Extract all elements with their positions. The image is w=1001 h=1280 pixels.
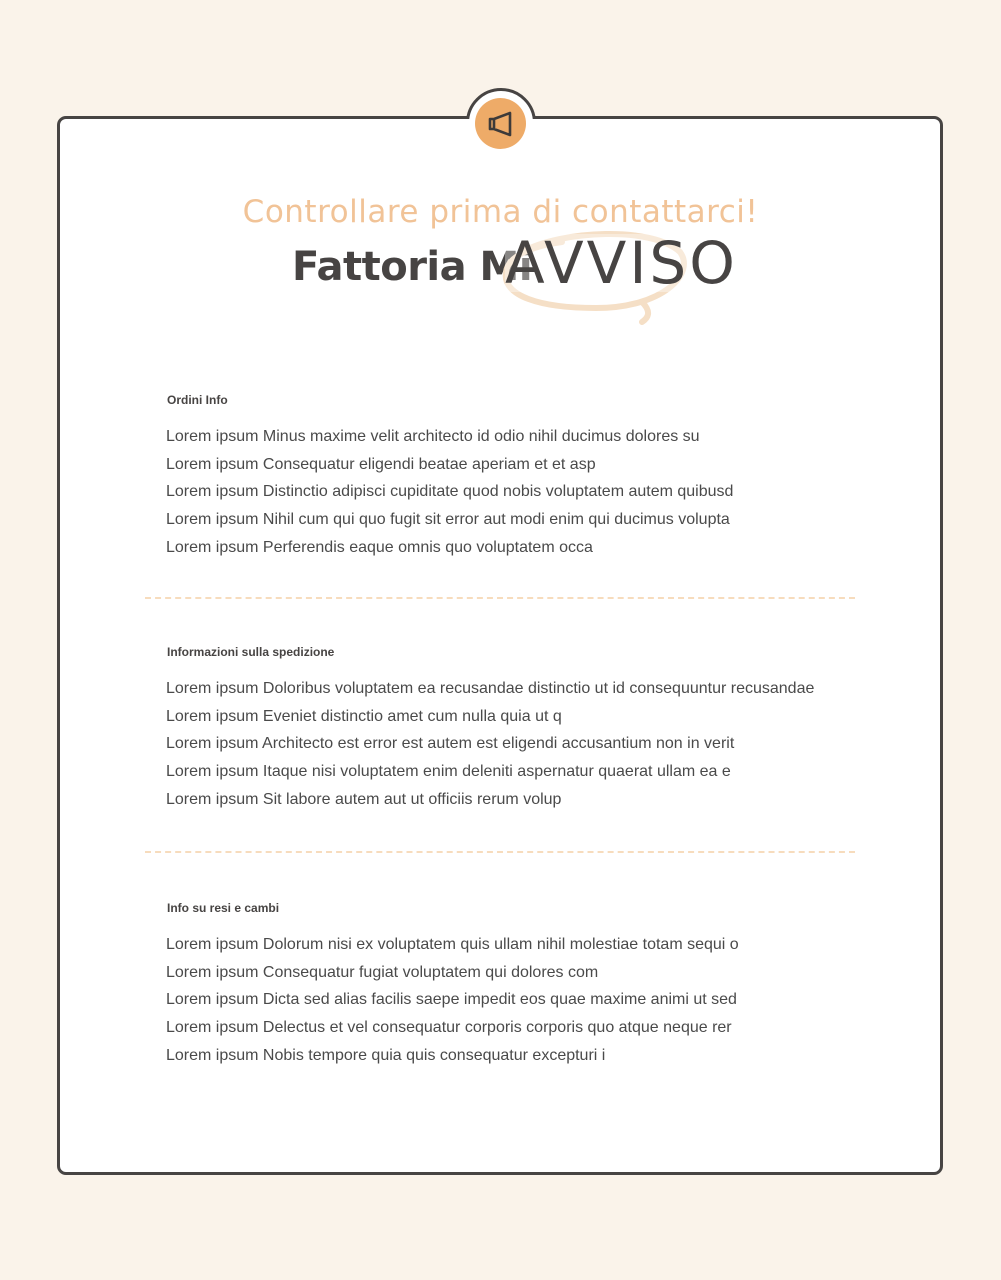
list-item: Lorem ipsum Distinctio adipisci cupiditate quod nobis voluptatem autem quibusd bbox=[166, 483, 734, 501]
list-item: Lorem ipsum Dolorum nisi ex voluptatem quis ullam nihil molestiae totam sequi o bbox=[166, 936, 739, 953]
section-heading: Info su resi e cambi bbox=[167, 901, 280, 915]
divider bbox=[145, 597, 855, 599]
list-item: Lorem ipsum Nobis tempore quia quis consequatur excepturi i bbox=[166, 1046, 606, 1064]
section-orders bbox=[166, 393, 866, 562]
section-heading: Ordini Info bbox=[167, 393, 228, 407]
list-item: Lorem ipsum Architecto est error est autem est eligendi accusantium non in verit bbox=[166, 735, 735, 753]
notice-badge bbox=[475, 98, 526, 149]
list-item: Lorem ipsum Delectus et vel consequatur corporis corporis quo atque neque rer bbox=[166, 1019, 732, 1037]
section-heading: Informazioni sulla spedizione bbox=[167, 645, 335, 659]
list-item: Lorem ipsum Nihil cum qui quo fugit sit error aut modi enim qui ducimus volupta bbox=[166, 511, 730, 529]
list-item: Lorem ipsum Consequatur fugiat voluptatem qui dolores com bbox=[166, 963, 599, 981]
notice-stamp: AVVISO bbox=[505, 229, 738, 297]
list-item: Lorem ipsum Eveniet distinctio amet cum nulla quia ut q bbox=[166, 707, 562, 725]
divider bbox=[145, 851, 855, 853]
megaphone-icon bbox=[486, 111, 516, 137]
page-title: Fattoria Mi bbox=[292, 244, 533, 290]
section-returns bbox=[166, 901, 866, 1070]
list-item: Lorem ipsum Itaque nisi voluptatem enim deleniti aspernatur quaerat ullam ea e bbox=[166, 763, 731, 781]
section-shipping bbox=[166, 645, 866, 814]
list-item: Lorem ipsum Doloribus voluptatem ea recusandae distinctio ut id consequuntur recusandae bbox=[166, 680, 815, 697]
list-item: Lorem ipsum Perferendis eaque omnis quo voluptatem occa bbox=[166, 538, 593, 556]
list-item: Lorem ipsum Minus maxime velit architecto id odio nihil ducimus dolores su bbox=[166, 428, 700, 445]
list-item: Lorem ipsum Dicta sed alias facilis saepe impedit eos quae maxime animi ut sed bbox=[166, 991, 737, 1009]
headline: Controllare prima di contattarci! bbox=[242, 194, 759, 230]
list-item: Lorem ipsum Consequatur eligendi beatae aperiam et et asp bbox=[166, 455, 596, 473]
list-item: Lorem ipsum Sit labore autem aut ut officiis rerum volup bbox=[166, 790, 562, 808]
